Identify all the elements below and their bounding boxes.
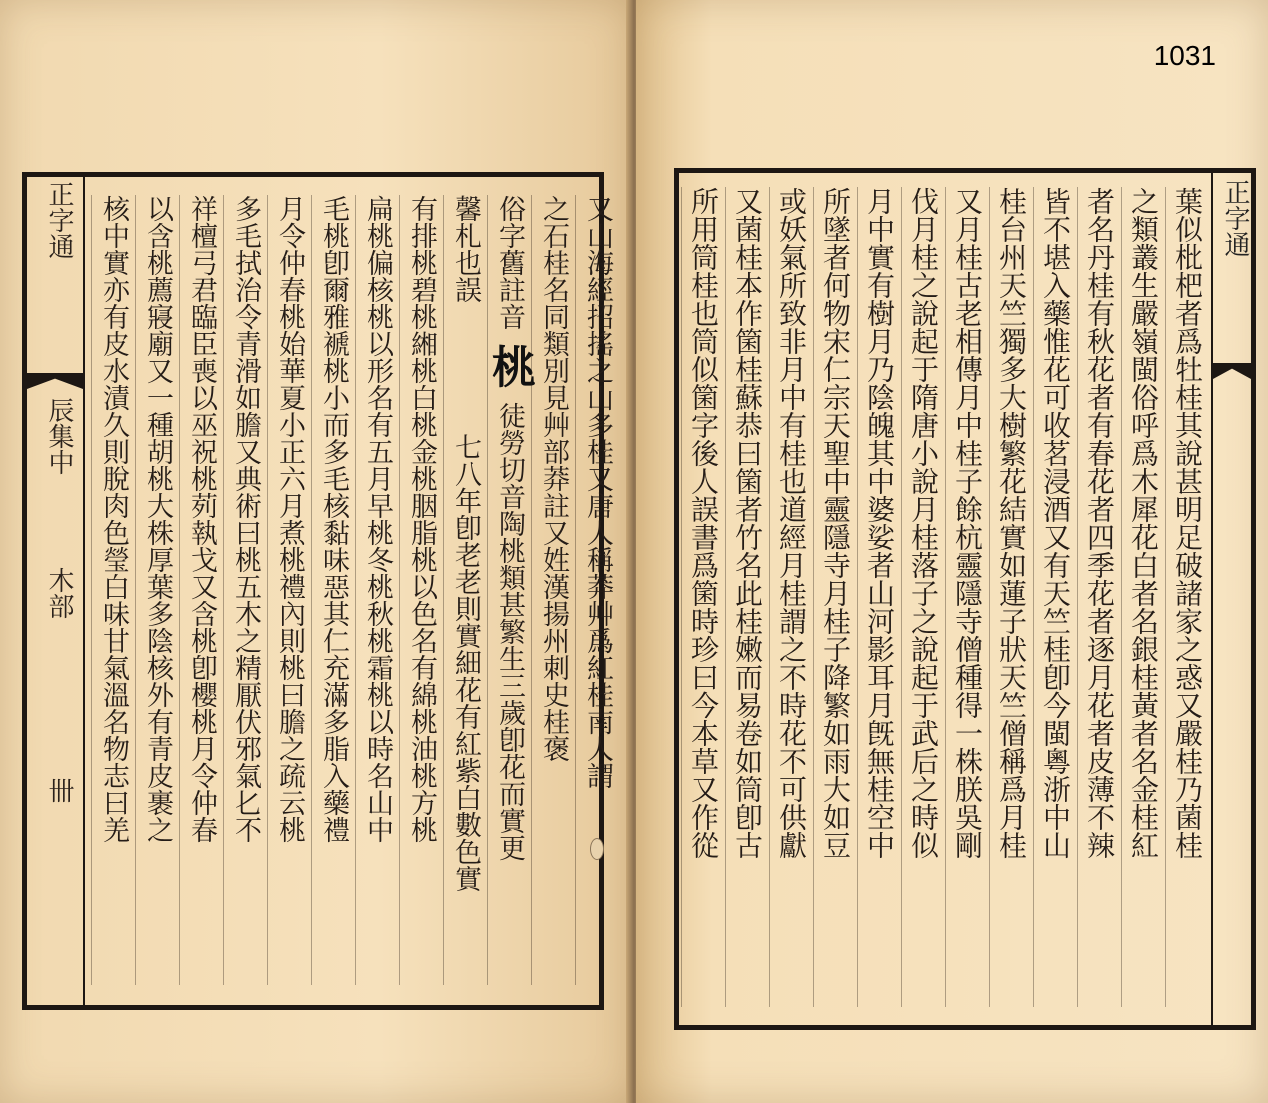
text-column: 葉似枇杷者爲牡桂其說甚明足破諸家之惑又嚴桂乃菌桂 <box>1165 187 1209 1007</box>
right-margin-strip <box>1211 173 1251 1025</box>
text-column: 所墜者何物宋仁宗天聖中靈隱寺月桂子降繁如雨大如豆 <box>813 187 857 1007</box>
text-column: 以含桃薦寢廟又一種胡桃大株厚葉多陰核外有青皮裹之 <box>135 195 179 985</box>
text-column: 核中實亦有皮水漬久則脫肉色瑩白味甘氣溫名物志曰羌 <box>91 195 135 985</box>
binding-hole <box>590 838 604 860</box>
page-number: 1031 <box>1153 40 1216 71</box>
text-column: 月中實有樹月乃陰魄其中婆娑者山河影耳月旣無桂空中 <box>857 187 901 1007</box>
text-column <box>443 195 487 985</box>
headword: 桃 <box>484 344 535 388</box>
margin-book-title: 正字通 <box>44 181 74 259</box>
text-column: 又月桂古老相傳月中桂子餘杭靈隱寺僧種得一株朕吳剛 <box>945 187 989 1007</box>
text-column-part: 馨札也誤 <box>450 195 481 303</box>
text-column: 有排桃碧桃緗桃白桃金桃胭脂桃以色名有綿桃油桃方桃 <box>399 195 443 985</box>
right-page-frame <box>674 168 1256 1030</box>
fish-tail-mark-right <box>1213 363 1251 379</box>
left-page <box>0 0 632 1103</box>
text-column: 祥檀弓君臨臣喪以巫祝桃茢執戈又含桃卽櫻桃月令仲春 <box>179 195 223 985</box>
text-column: 又山海經招搖之山多桂又唐人稱莽艸爲紅桂南人謂 <box>575 195 619 985</box>
headword-gloss-2: 七八年卽老老則實細花有紅紫白數色實 <box>450 433 481 892</box>
text-column: 所用筒桂也筒似箘字後人誤書爲箘時珍曰今本草又作從 <box>681 187 725 1007</box>
text-column-part: 俗字舊註音 <box>494 195 525 330</box>
margin-volume: 辰集中 <box>44 397 74 475</box>
text-column: 又菌桂本作箘桂蘇恭曰箘者竹名此桂嫩而易卷如筒卽古 <box>725 187 769 1007</box>
text-column: 之石桂名同類別見艸部莽註又姓漢揚州刺史桂褒 <box>531 195 575 985</box>
margin-section: 木部 <box>44 567 74 619</box>
text-column: 桂台州天竺獨多大樹繁花結實如蓮子狀天竺僧稱爲月桂 <box>989 187 1033 1007</box>
text-column: 月令仲春桃始華夏小正六月煮桃禮內則桃曰膽之疏云桃 <box>267 195 311 985</box>
left-page-frame <box>22 172 613 1010</box>
fish-tail-mark <box>27 373 83 389</box>
left-margin-strip <box>27 177 85 1005</box>
text-column: 皆不堪入藥惟花可收茗浸酒又有天竺桂卽今閩粵浙中山 <box>1033 187 1077 1007</box>
margin-folio: 卌 <box>44 777 74 803</box>
left-text-columns <box>98 195 619 985</box>
text-column: 毛桃卽爾雅褫桃小而多毛核黏味惡其仁充滿多脂入藥禮 <box>311 195 355 985</box>
text-column: 多毛拭治令青滑如膽又典術曰桃五木之精厭伏邪氣𠤎不 <box>223 195 267 985</box>
text-column: 之類叢生嚴嶺閩俗呼爲木犀花白者名銀桂黃者名金桂紅 <box>1121 187 1165 1007</box>
text-column: 者名丹桂有秋花者有春花者四季花者逐月花者皮薄不辣 <box>1077 187 1121 1007</box>
headword-gloss: 徒勞切音陶桃類甚繁生三歲卽花而實更 <box>494 402 525 861</box>
right-text-columns <box>687 187 1209 1007</box>
text-column <box>484 195 535 985</box>
right-page <box>636 0 1268 1103</box>
text-column: 扁桃偏核桃以形名有五月早桃冬桃秋桃霜桃以時名山中 <box>355 195 399 985</box>
text-column: 或妖氣所致非月中有桂也道經月桂謂之不時花不可供獻 <box>769 187 813 1007</box>
margin-book-title-right: 正字通 <box>1220 179 1250 257</box>
text-column: 伐月桂之說起于隋唐小說月桂落子之說起于武后之時似 <box>901 187 945 1007</box>
